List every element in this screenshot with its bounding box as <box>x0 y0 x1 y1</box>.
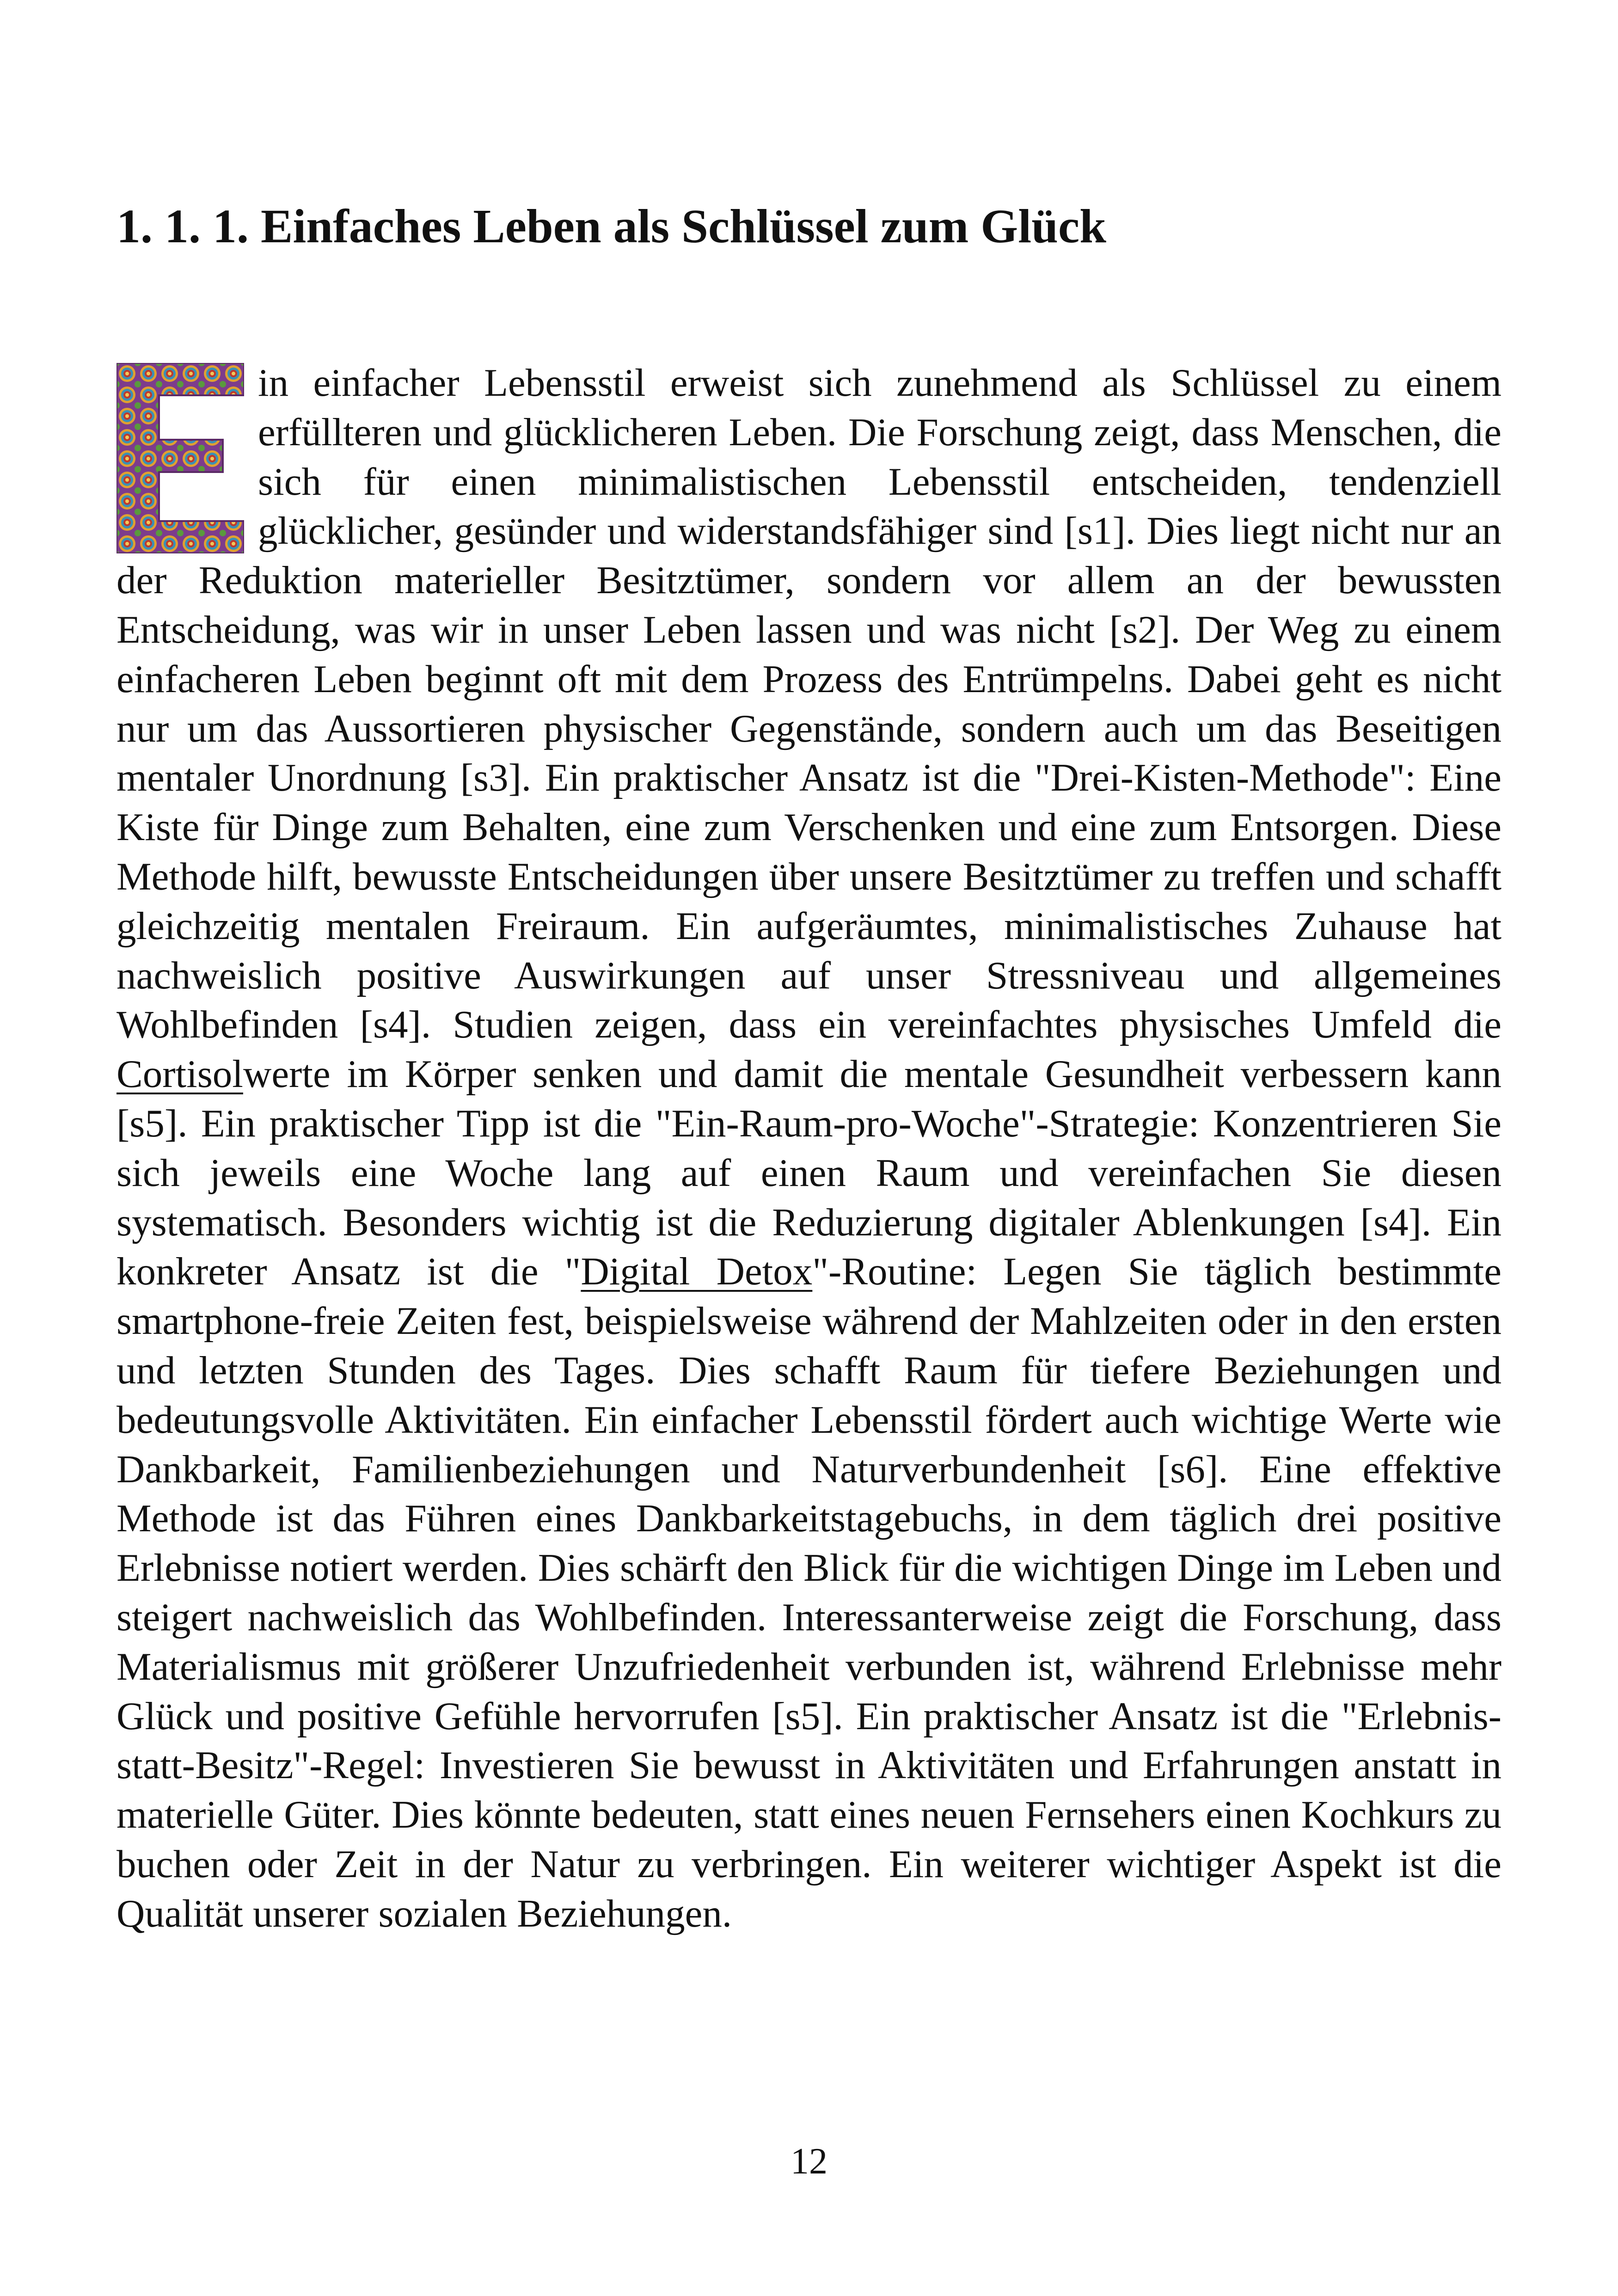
page-number: 12 <box>791 2141 827 2182</box>
body-text-part-2: werte im Körper senken und damit die mentale Gesundheit verbessern kann [s5]. Ein praktischer Tipp ist die "Ein-Raum-pro-Woche"-Strategie: Konzentrieren Sie sich jeweils eine Woche lang auf einen Raum und vereinfachen Sie diesen systematisch. Besonders wichtig ist die Reduzierung digitaler Ablenkungen [s4]. Ein konkreter Ansatz ist die " <box>116 1052 1502 1294</box>
body-text-part-3: "-Routine: Legen Sie täglich bestimmte smartphone-freie Zeiten fest, beispielsweise während der Mahlzeiten oder in den ersten und letzten Stunden des Tages. Dies schafft Raum für tiefere Beziehungen und bedeutungsvolle Aktivitäten. Ein einfacher Lebensstil fördert auch wichtige Werte wie Dankbarkeit, Familienbeziehungen und Naturverbundenheit [s6]. Eine effektive Methode ist das Führen eines Dankbarkeitstagebuchs, in dem täglich drei positive Erlebnisse notiert werden. Dies schärft den Blick für die wichtigen Dinge im Leben und steigert nachweislich das Wohlbefinden. Interessanterweise zeigt die Forschung, dass Materialismus mit größerer Unzufriedenheit verbunden ist, während Erlebnisse mehr Glück und positive Gefühle hervorrufen [s5]. Ein praktischer Ansatz ist die "Erlebnis-statt-Besitz"-Regel: Investieren Sie bewusst in Aktivitäten und Erfahrungen anstatt in materielle Güter. Dies könnte bedeuten, statt eines neuen Fernsehers einen Kochkurs zu buchen oder Zeit in der Natur zu verbringen. Ein weiterer wichtiger Aspekt ist die Qualität unserer sozialen Beziehungen. <box>116 1250 1502 1935</box>
cortisol-link[interactable]: Cortisol <box>116 1052 243 1096</box>
drop-cap-letter-e <box>116 363 244 553</box>
body-text-part-1: in einfacher Lebensstil erweist sich zunehmend als Schlüssel zu einem erfüllteren und glücklicheren Leben. Die Forschung zeigt, dass Menschen, die sich für einen minimalistischen Lebensstil entscheiden, tendenziell glücklicher, gesünder und widerstandsfähiger sind [s1]. Dies liegt nicht nur an der Reduktion materieller Besitztümer, sondern vor allem an der bewussten Entscheidung, was wir in unser Leben lassen und was nicht [s2]. Der Weg zu einem einfacheren Leben beginnt oft mit dem Prozess des Entrümpelns. Dabei geht es nicht nur um das Aussortieren physischer Gegenstände, sondern auch um das Beseitigen mentaler Unordnung [s3]. Ein praktischer Ansatz ist die "Drei-Kisten-Methode": Eine Kiste für Dinge zum Behalten, eine zum Verschenken und eine zum Entsorgen. Diese Methode hilft, bewusste Entscheidungen über unsere Besitztümer zu treffen und schafft gleichzeitig mentalen Freiraum. Ein aufgeräumtes, minimalistisches Zuhause hat nachweislich positive Auswirkungen auf unser Stressniveau und allgemeines Wohlbefinden [s4]. Studien zeigen, dass ein vereinfachtes physisches Umfeld die <box>116 361 1502 1047</box>
digital-detox-link[interactable]: Digital Detox <box>581 1250 813 1294</box>
section-heading: 1. 1. 1. Einfaches Leben als Schlüssel zum Glück <box>116 200 1106 253</box>
body-paragraph <box>116 358 1502 1939</box>
